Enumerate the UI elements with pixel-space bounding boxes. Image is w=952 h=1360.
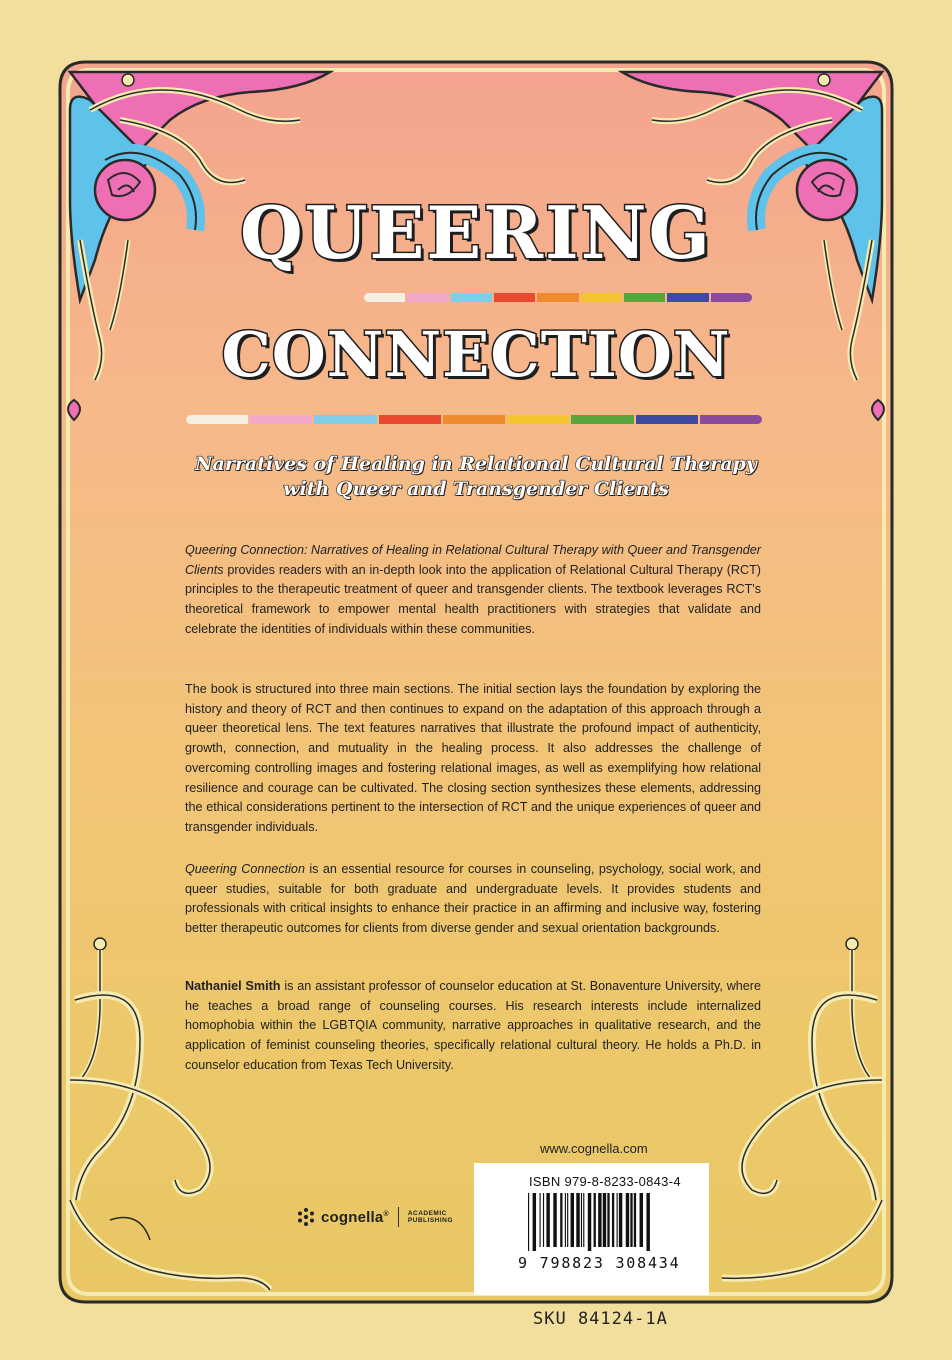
publisher-website: www.cognella.com [540,1141,648,1156]
stripe-segment [624,293,665,302]
barcode-bar [571,1193,574,1247]
tagline-line-1: ACADEMIC [407,1210,447,1217]
barcode-bar [634,1193,636,1247]
barcode-bar [533,1193,536,1251]
rainbow-stripe-bottom [186,415,762,424]
publisher-name-text: cognella [321,1208,384,1226]
barcode-bar [619,1193,622,1247]
sku-text: SKU 84124-1A [533,1309,668,1329]
barcode-bar [567,1193,568,1247]
publisher-separator [398,1207,399,1227]
book-title-italic: Queering Connection: Narratives of Healing in Relational Cultural Therapy with Queer and Transgender Clients [185,543,761,577]
stripe-segment [507,415,569,424]
description-paragraph-2: The book is structured into three main sections. The initial section lays the foundation by exploring the history and theory of RCT and then continues to expand on the adaptation of this approach through a queer theoretical lens. The text features narratives that illustrate the profound impact of authenticity, growth, connection, and mutuality in the healing process. It also addresses the challenge of overcoming controlling images and fostering relational images, as well as exemplifying how relational resilience and courage can be cultivated. The closing section synthesizes these elements, addressing the ethical considerations pertinent to the intersection of RCT and the unique experiences of queer and transgender individuals. [185,682,761,834]
stripe-segment [581,293,622,302]
description-paragraph-3 [185,860,761,939]
stripe-segment [711,293,752,302]
stripe-segment [443,415,505,424]
title-line-1: QUEERING [239,190,713,275]
description-paragraph-1 [185,541,761,640]
tagline-line-2: PUBLISHING [407,1217,453,1224]
registered-mark: ® [383,1210,389,1218]
barcode-bar [553,1193,556,1247]
barcode-bar [603,1193,606,1247]
barcode-bar [588,1193,591,1251]
barcode-bar [598,1193,601,1247]
barcode-box [474,1163,709,1295]
barcode-bar [607,1193,609,1247]
barcode-bar [565,1193,566,1247]
barcode-digits: 9 798823 308434 [518,1254,681,1272]
stripe-segment [379,415,441,424]
stripe-segment [186,415,248,424]
cognella-logo-icon [296,1207,316,1227]
title-line-2: CONNECTION [221,318,731,391]
stripe-segment [451,293,492,302]
barcode-bar [594,1193,596,1247]
stripe-segment [537,293,578,302]
barcode-bar [630,1193,632,1247]
subtitle-line-2: with Queer and Transgender Clients [283,478,669,500]
author-name: Nathaniel Smith [185,979,281,993]
barcode-bar [528,1193,529,1251]
stripe-segment [636,415,698,424]
publisher-tagline [408,1210,453,1224]
barcode-bar [640,1193,643,1247]
author-bio [185,977,761,1076]
isbn-barcode [528,1193,700,1251]
barcode-bar [543,1193,544,1247]
publisher-name [321,1209,389,1226]
barcode-bar [581,1193,582,1247]
stripe-segment [667,293,708,302]
barcode-bar [560,1193,562,1247]
stripe-segment [250,415,312,424]
publisher-logo [296,1207,453,1227]
paragraph-1-text: provides readers with an in-depth look into the application of Relational Cultural Therapy (RCT) principles to the therapeutic treatment of queer and transgender clients. The textbook leverages RCT's theoretical framework to empower mental health practitioners with strategies that validate and celebrate the identities of individuals within these communities. [185,562,761,636]
paragraph-3-text: is an essential resource for courses in counseling, psychology, social work, and queer studies, suitable for both graduate and undergraduate levels. It provides students and professionals with critical insights to enhance their practice in an affirming and inclusive way, fostering better therapeutic outcomes for clients from diverse gender and sexual orientation backgrounds. [185,862,761,936]
barcode-bar [612,1193,614,1247]
subtitle-line-1: Narratives of Healing in Relational Cultural Therapy [195,453,757,475]
barcode-bar [540,1193,541,1247]
stripe-segment [364,293,405,302]
barcode-bar [576,1193,579,1247]
subtitle [150,452,802,502]
isbn-text: ISBN 979-8-8233-0843-4 [529,1174,681,1189]
barcode-bar [546,1193,549,1247]
rainbow-stripe-top [364,293,752,302]
author-bio-text: is an assistant professor of counselor education at St. Bonaventure University, where he teaches a broad range of counseling courses. His research interests include internalized homophobia within the LGBTQIA community, narrative approaches in qualitative research, and the application of feminist counseling theories, specifically relational cultural theory. He holds a Ph.D. in counselor education from Texas Tech University. [185,979,762,1072]
stripe-segment [494,293,535,302]
book-title-short-italic: Queering Connection [185,862,305,876]
stripe-segment [571,415,633,424]
barcode-bar [626,1193,629,1247]
barcode-bar [583,1193,584,1247]
stripe-segment [407,293,448,302]
stripe-segment [314,415,376,424]
stripe-segment [700,415,762,424]
barcode-bar [646,1193,649,1251]
barcode-bar [617,1193,618,1247]
